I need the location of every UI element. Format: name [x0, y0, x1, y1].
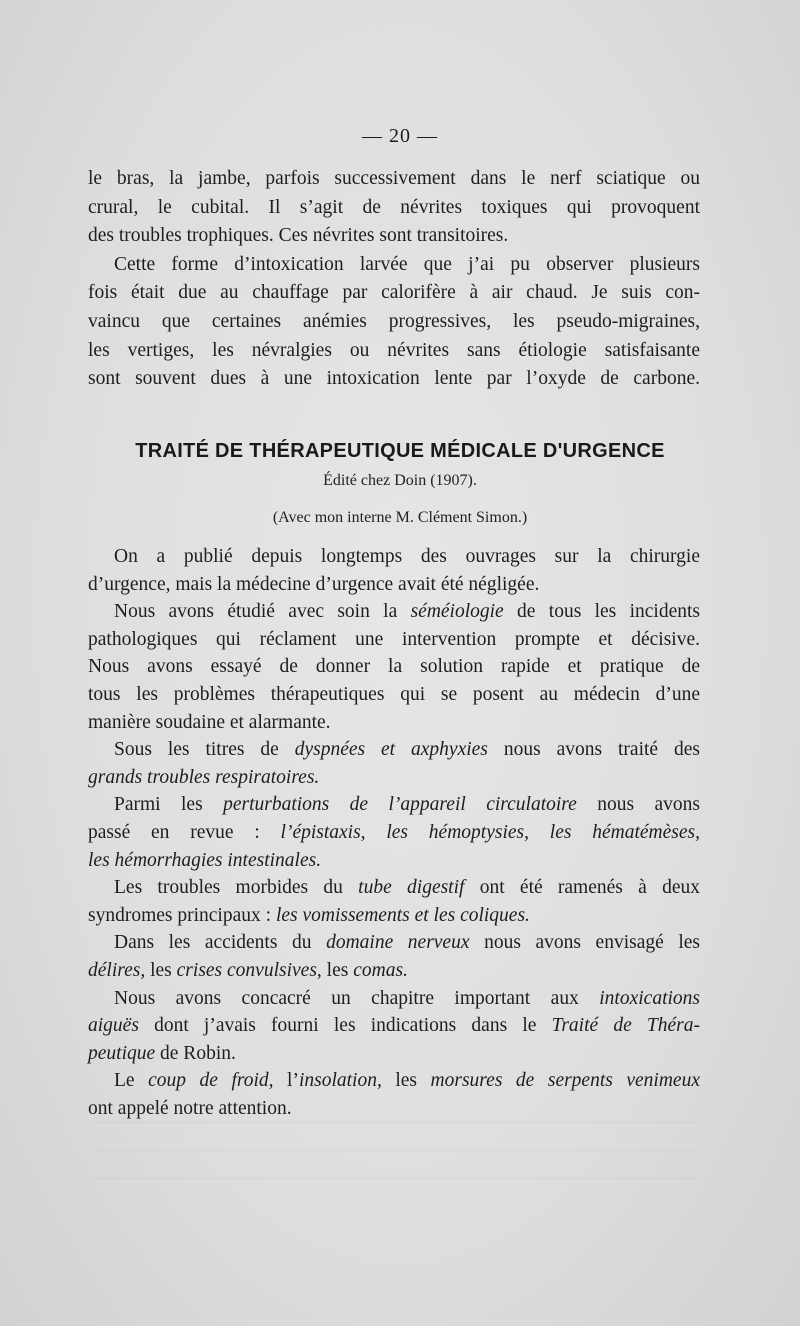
text-line: fois était due au chauffage par calorifère à air chaud. Je suis con- [88, 282, 700, 304]
text-line [88, 736, 700, 764]
text-run: Dans les accidents du [114, 932, 327, 954]
text-line: On a publié depuis longtemps des ouvrages sur la chirurgie [114, 546, 700, 567]
paragraph [88, 1067, 700, 1122]
text-run: Parmi les [114, 794, 224, 816]
text-line [88, 929, 700, 957]
text-line [88, 902, 700, 930]
text-line: ont appelé notre attention. [88, 1097, 292, 1119]
text-line [88, 764, 700, 792]
text-run: Les troubles morbides du [114, 877, 359, 899]
text-line [88, 598, 700, 626]
text-run: Nous avons concacré un chapitre important aux [114, 987, 600, 1009]
italic-term: délires, [88, 959, 146, 981]
italic-term: séméiologie [410, 601, 504, 623]
text-run: syndromes principaux : [88, 904, 276, 926]
section-title: TRAITÉ DE THÉRAPEUTIQUE MÉDICALE D'URGENCE [135, 440, 665, 462]
text-run: les [145, 959, 177, 981]
italic-term: crises convulsives, [176, 959, 322, 981]
text-run: les [321, 959, 354, 981]
italic-term: domaine nerveux [326, 932, 470, 954]
paragraph [88, 874, 700, 929]
intro-paragraph-2 [88, 251, 700, 394]
show-through-shadow [95, 1120, 695, 1180]
paragraph [88, 736, 700, 791]
italic-term: tube digestif [358, 877, 465, 899]
text-line [88, 874, 700, 902]
text-run: de tous les incidents [503, 601, 700, 623]
text-line: des troubles trophiques. Ces névrites sont transitoires. [88, 225, 509, 247]
italic-term: morsures de serpents venimeux [430, 1070, 700, 1092]
text-line [88, 819, 700, 847]
italic-term: insolation, [298, 1070, 382, 1092]
text-line: pathologiques qui réclament une intervention prompte et décisive. [88, 628, 700, 650]
paragraph [88, 598, 700, 736]
italic-term: intoxications [599, 987, 700, 1009]
italic-term: perturbations de l’appareil circulatoire [223, 794, 577, 816]
italic-term: Traité de Théra- [551, 1015, 700, 1037]
text-line: Nous avons essayé de donner la solution rapide et pratique de [88, 656, 700, 678]
intro-text [88, 165, 700, 394]
text-line [88, 985, 700, 1013]
paragraph [88, 929, 700, 984]
text-line: d’urgence, mais la médecine d’urgence avait été négligée. [88, 573, 540, 595]
text-line: Cette forme d’intoxication larvée que j’ai pu observer plusieurs [114, 253, 700, 275]
text-line: le bras, la jambe, parfois successivement dans le nerf sciatique ou [88, 168, 700, 189]
text-run: ont été ramenés à deux [464, 877, 700, 899]
text-run: nous avons [576, 794, 700, 816]
publisher-note: Édité chez Doin (1907). [323, 472, 477, 489]
body-text [88, 543, 700, 1122]
text-run: Le [114, 1070, 149, 1092]
italic-term: peutique [88, 1042, 156, 1064]
text-line: crural, le cubital. Il s’agit de névrites toxiques qui provoquent [88, 196, 700, 218]
text-line: manière soudaine et alarmante. [88, 711, 331, 733]
text-run: de Robin. [155, 1042, 236, 1064]
intro-paragraph-1 [88, 165, 700, 251]
text-line [88, 1040, 700, 1068]
paragraph [88, 985, 700, 1068]
italic-term: aiguës [88, 1015, 139, 1037]
text-run: nous avons envisagé les [469, 932, 700, 954]
text-line [88, 847, 700, 875]
text-line [88, 1012, 700, 1040]
italic-term: coup de froid, [148, 1070, 274, 1092]
text-run: Sous les titres de [114, 739, 295, 761]
text-run: Nous avons étudié avec soin la [114, 601, 411, 623]
collaborator-note: (Avec mon interne M. Clément Simon.) [272, 509, 528, 526]
italic-term: l’épistaxis, les hémoptysies, les hématémèses, [280, 821, 700, 843]
text-line: les vertiges, les névralgies ou névrites sans étiologie satisfaisante [88, 339, 700, 361]
text-line: tous les problèmes thérapeutiques qui se posent au médecin d’une [88, 683, 700, 705]
text-run: dont j’avais fourni les indications dans le [138, 1015, 552, 1037]
paragraph [88, 543, 700, 598]
text-run: passé en revue : [88, 821, 281, 843]
italic-term: les vomissements et les coliques. [275, 904, 530, 926]
text-line: vaincu que certaines anémies progressives, les pseudo-migraines, [88, 310, 700, 332]
text-run: nous avons traité des [487, 739, 700, 761]
text-run: les [381, 1070, 431, 1092]
italic-term: dyspnées et axphyxies [294, 739, 488, 761]
page-number: — 20 — [362, 125, 438, 147]
text-run: l’ [273, 1070, 299, 1092]
text-line [88, 957, 700, 985]
italic-term: les hémorrhagies intestinales. [88, 849, 322, 871]
text-line [88, 1067, 700, 1095]
italic-term: comas. [353, 959, 408, 981]
text-line [88, 791, 700, 819]
italic-term: grands troubles respiratoires. [88, 766, 320, 788]
text-line: sont souvent dues à une intoxication lente par l’oxyde de carbone. [88, 368, 700, 390]
paragraph [88, 791, 700, 874]
